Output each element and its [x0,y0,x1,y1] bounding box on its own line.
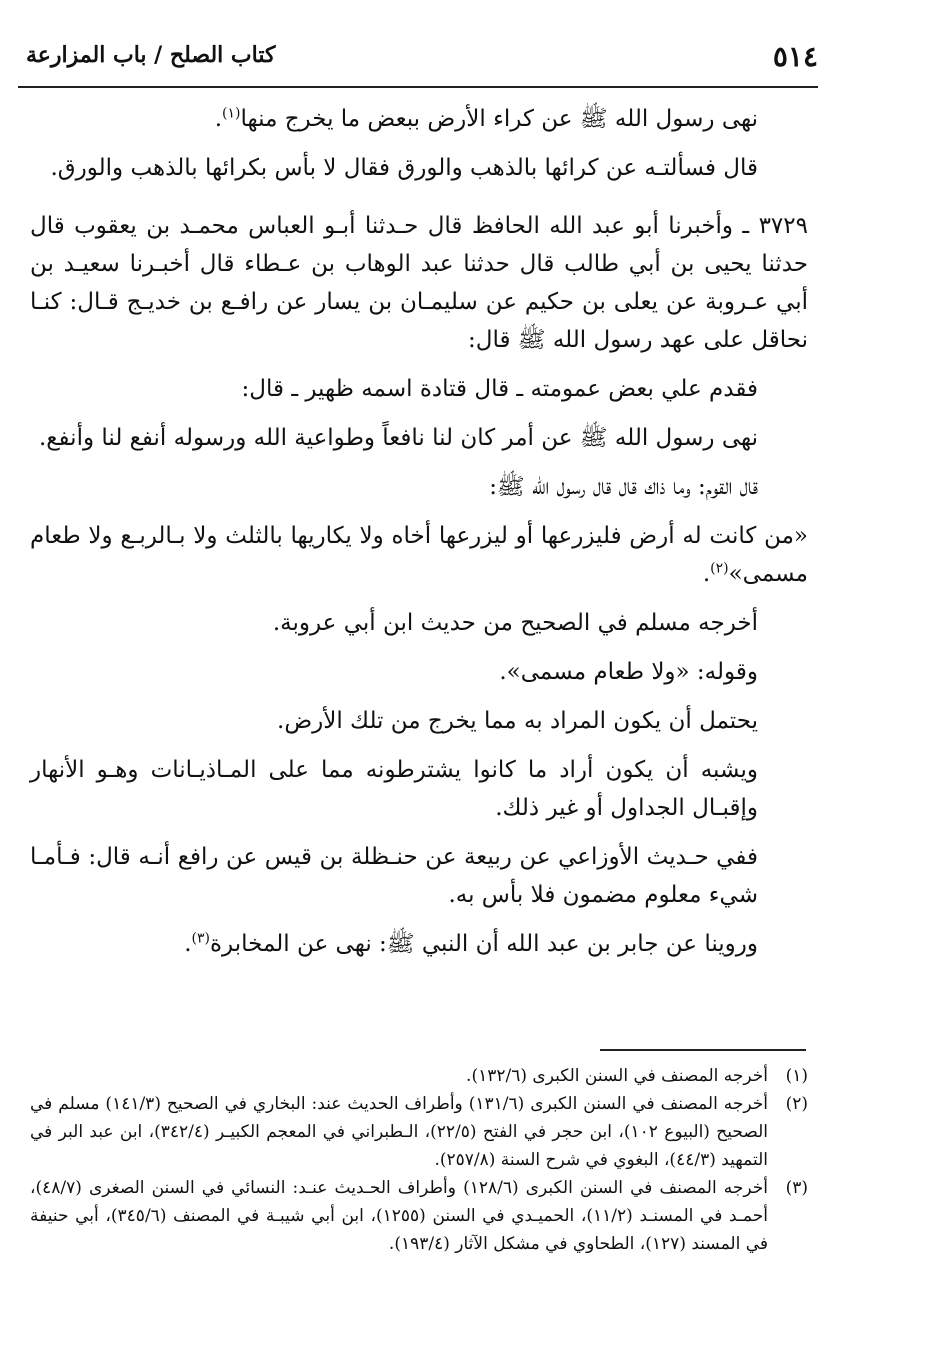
quotation [30,517,808,593]
header-divider [18,86,818,88]
paragraph-text: نهى رسول الله ﷺ عن كراء الأرض ببعض ما يخرج منها [240,106,758,132]
footnote-number: (١) [785,1066,808,1086]
paragraph [30,100,808,138]
running-title: كتاب الصلح / باب المزارعة [26,42,276,68]
paragraph-text: ويشبه أن يكون أراد ما كانوا يشترطونه مما على المـاذيـانات وهـو الأنهار وإقبـال الجداول أو غير ذلك. [30,757,758,821]
paragraph [30,702,808,740]
footnote-number: (٢) [785,1094,808,1114]
footnote [30,1090,808,1174]
paragraph-text: ففي حـديث الأوزاعي عن ربيعة عن حنـظلة بن قيس عن رافع أنـه قال: فـأمـا شيء معلوم مضمون فلا بأس به. [30,844,758,908]
paragraph [30,925,808,963]
paragraph [30,838,808,914]
footnotes [30,1062,808,1258]
footnote-text: أخرجه المصنف في السنن الكبرى (١٣١/٦) وأطراف الحديث عند: البخاري في الصحيح (١٤١/٣) مسلم في الصحيح (البيوع ١٠٢)، ابن حجر في الفتح (٢٢/٥)، الـطبراني في المعجم الكبيـر (٣٤٢/٤)، ابن عبد البر في التمهيد (٤٤/٣)، البغوي في شرح السنة (٢٥٧/٨). [30,1094,768,1170]
paragraph [30,149,808,187]
paragraph-text: ٣٧٢٩ ـ وأخبرنا أبو عبد الله الحافظ قال حـدثنا أبـو العباس محمـد بن يعقوب قال حدثنا يحيى بن أبي طالب قال حدثنا عبد الوهاب بن عـطاء قال أخبـرنا سعيـد بن أبي عـروبة عن يعلى بن حكيم عن سليمـان بن يسار عن رافـع بن خديـج قـال: كنـا نحاقل على عهد رسول الله ﷺ قال: [30,213,808,353]
footnote-ref-2: (٢) [710,560,729,577]
footnote-ref-3: (٣) [191,930,210,947]
paragraph [30,370,808,408]
paragraph-text: وقوله: «ولا طعام مسمى». [499,659,758,685]
paragraph-text: فقدم علي بعض عمومته ـ قال قتادة اسمه ظهير ـ قال: [241,376,758,402]
paragraph-punct: . [214,106,223,132]
paragraph [30,604,808,642]
paragraph-punct: . [702,561,711,587]
paragraph-text: أخرجه مسلم في الصحيح من حديث ابن أبي عروبة. [272,610,758,636]
paragraph [30,751,808,827]
paragraph [30,653,808,691]
hadith-3729 [30,207,808,359]
paragraph-punct: . [184,931,192,957]
main-text [30,100,808,974]
paragraph [30,419,808,457]
paragraph-text: «من كانت له أرض فليزرعها أو ليزرعها أخاه ولا يكاريها بالثلث ولا بـالربـع ولا طعام مسمى» [30,523,808,587]
footnote [30,1174,808,1258]
footnote-ref-1: (١) [222,105,241,122]
footnote-divider [600,1049,806,1051]
paragraph-text: قال القوم: وما ذاك قال قال رسول الله ﷺ: [489,474,758,500]
paragraph-text: يحتمل أن يكون المراد به مما يخرج من تلك الأرض. [277,708,758,734]
footnote-number: (٣) [785,1178,808,1198]
footnote-text: أخرجه المصنف في السنن الكبرى (١٢٨/٦) وأطراف الحـديث عنـد: النسائي في السنن الصغرى (٤٨/٧)، أحمـد في المسنـد (١١/٢)، الحميـدي في السنن (١٢٥٥)، ابن أبي شيبـة في المصنف (٣٤٥/٦)، أبي حنيفة في المسند (١٢٧)، الطحاوي في مشكل الآثار (١٩٣/٤). [30,1178,768,1254]
paragraph [30,468,808,506]
footnote [30,1062,808,1090]
paragraph-text: وروينا عن جابر بن عبد الله أن النبي ﷺ: نهى عن المخابرة [210,931,758,957]
footnote-text: أخرجه المصنف في السنن الكبرى (١٣٢/٦). [466,1066,768,1086]
page-header [18,36,818,80]
paragraph-text: نهى رسول الله ﷺ عن أمر كان لنا نافعاً وطواعية الله ورسوله أنفع لنا وأنفع. [38,425,758,451]
page-number: ٥١٤ [772,40,818,73]
paragraph-text: قال فسألتـه عن كرائها بالذهب والورق فقال لا بأس بكرائها بالذهب والورق. [50,155,758,181]
